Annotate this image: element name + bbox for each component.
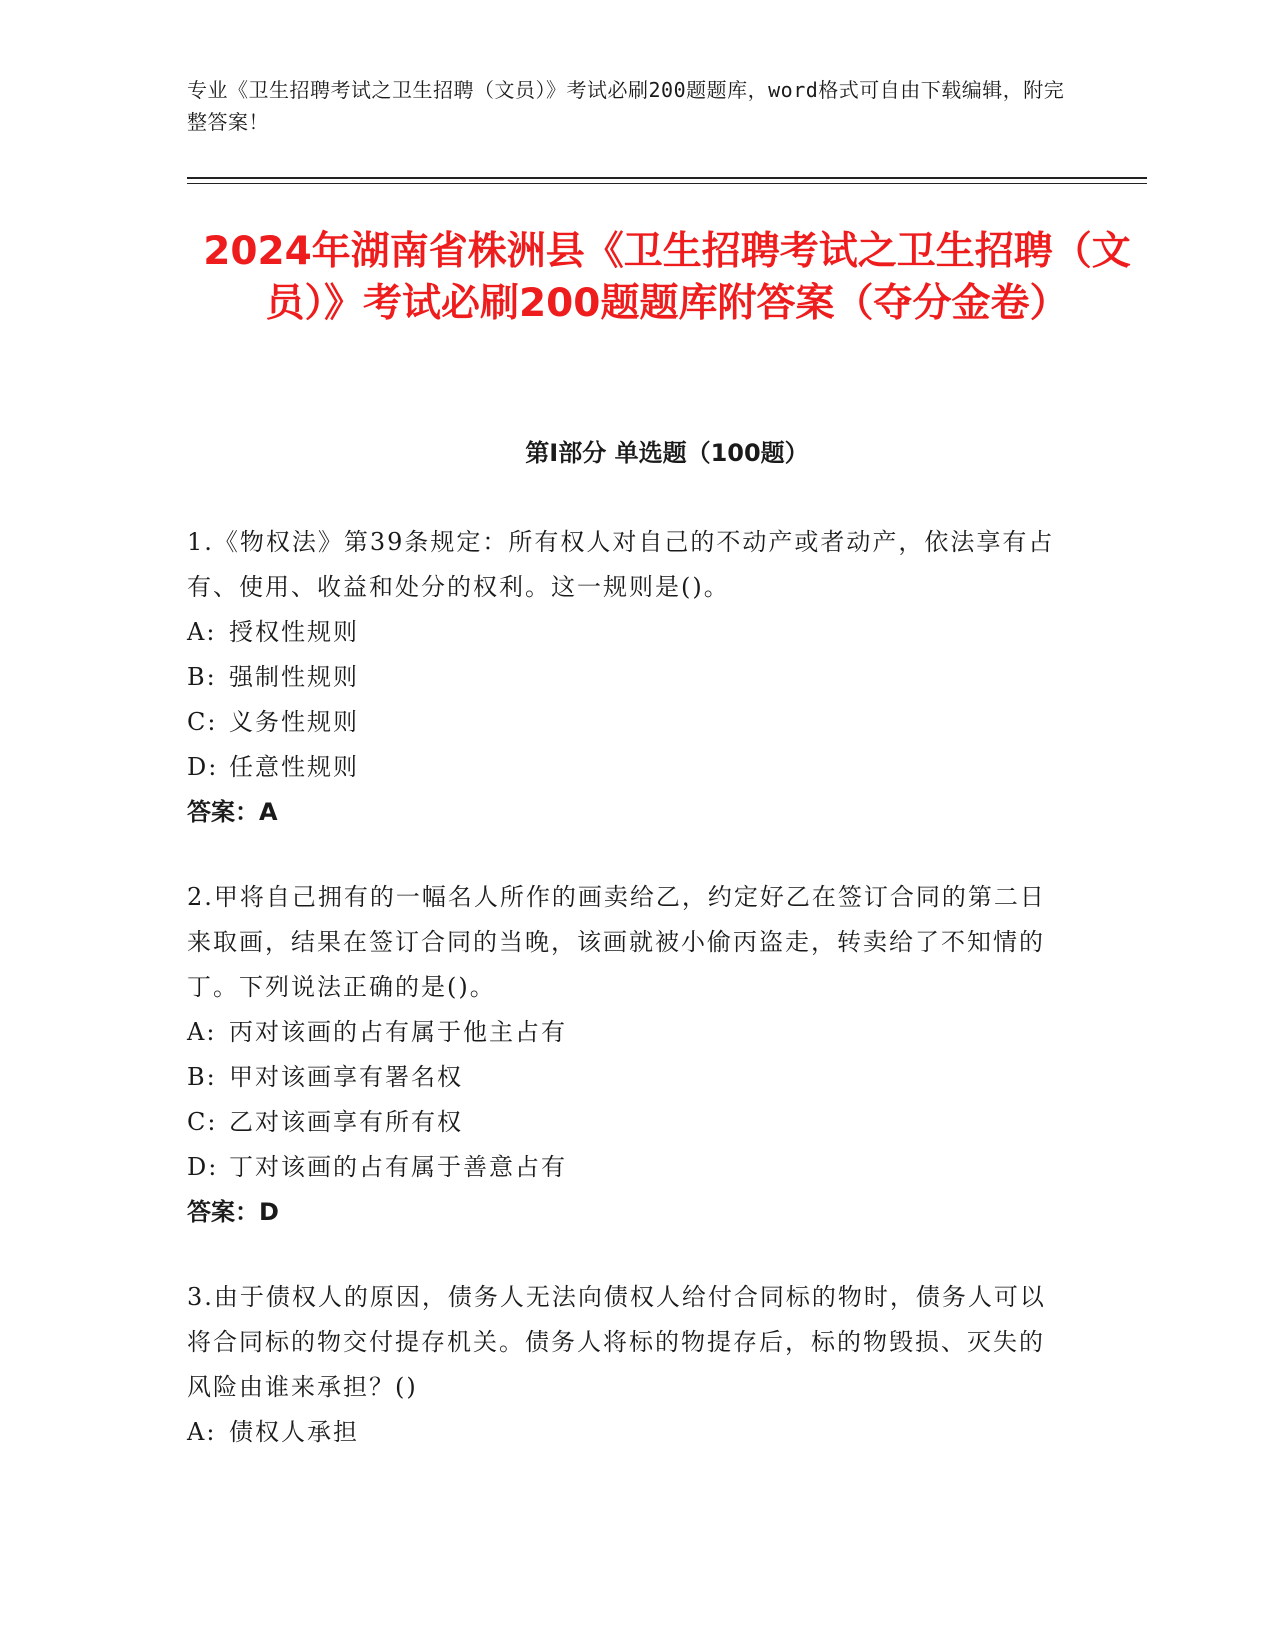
option-letter: B: xyxy=(187,1063,217,1091)
question-option xyxy=(187,1145,1147,1190)
option-letter: B: xyxy=(187,663,217,691)
option-letter: C: xyxy=(187,708,218,736)
question-option xyxy=(187,1100,1147,1145)
question-item xyxy=(187,875,1147,1235)
option-text: 丁对该画的占有属于善意占有 xyxy=(229,1153,567,1181)
question-stem: 3.由于债权人的原因，债务人无法向债权人给付合同标的物时，债务人可以将合同标的物交付提存机关。债务人将标的物提存后，标的物毁损、灭失的风险由谁来承担？() xyxy=(187,1283,1046,1401)
option-letter: D: xyxy=(187,1153,219,1181)
option-letter: D: xyxy=(187,753,219,781)
option-text: 强制性规则 xyxy=(229,663,359,691)
document-title: 2024年湖南省株洲县《卫生招聘考试之卫生招聘（文员）》考试必刷200题题库附答案（夺分金卷） xyxy=(203,229,1131,326)
option-letter: C: xyxy=(187,1108,218,1136)
question-option xyxy=(187,610,1147,655)
question-option xyxy=(187,655,1147,700)
question-list xyxy=(187,520,1147,1495)
option-text: 债权人承担 xyxy=(229,1418,359,1446)
question-item xyxy=(187,1275,1147,1455)
question-item xyxy=(187,520,1147,835)
option-text: 授权性规则 xyxy=(229,618,359,646)
question-answer: 答案：D xyxy=(187,1198,279,1226)
section-heading: 第I部分 单选题（100题） xyxy=(525,439,809,467)
option-text: 任意性规则 xyxy=(229,753,359,781)
question-option xyxy=(187,1410,1147,1455)
question-option xyxy=(187,700,1147,745)
option-text: 丙对该画的占有属于他主占有 xyxy=(229,1018,567,1046)
question-option xyxy=(187,745,1147,790)
option-text: 义务性规则 xyxy=(229,708,359,736)
question-answer: 答案：A xyxy=(187,798,278,826)
header-rule-thick xyxy=(187,177,1147,179)
question-option xyxy=(187,1010,1147,1055)
option-text: 乙对该画享有所有权 xyxy=(229,1108,463,1136)
header-note: 专业《卫生招聘考试之卫生招聘（文员）》考试必刷200题题库，word格式可自由下载编辑，附完整答案！ xyxy=(187,78,1065,134)
question-stem: 2.甲将自己拥有的一幅名人所作的画卖给乙，约定好乙在签订合同的第二日来取画，结果在签订合同的当晚，该画就被小偷丙盗走，转卖给了不知情的丁。下列说法正确的是()。 xyxy=(187,883,1046,1001)
question-stem: 1.《物权法》第39条规定：所有权人对自己的不动产或者动产，依法享有占有、使用、收益和处分的权利。这一规则是()。 xyxy=(187,528,1055,601)
option-text: 甲对该画享有署名权 xyxy=(229,1063,463,1091)
question-option xyxy=(187,1055,1147,1100)
option-letter: A: xyxy=(187,1018,217,1046)
header-rule-thin xyxy=(187,183,1147,184)
option-letter: A: xyxy=(187,618,217,646)
option-letter: A: xyxy=(187,1418,217,1446)
